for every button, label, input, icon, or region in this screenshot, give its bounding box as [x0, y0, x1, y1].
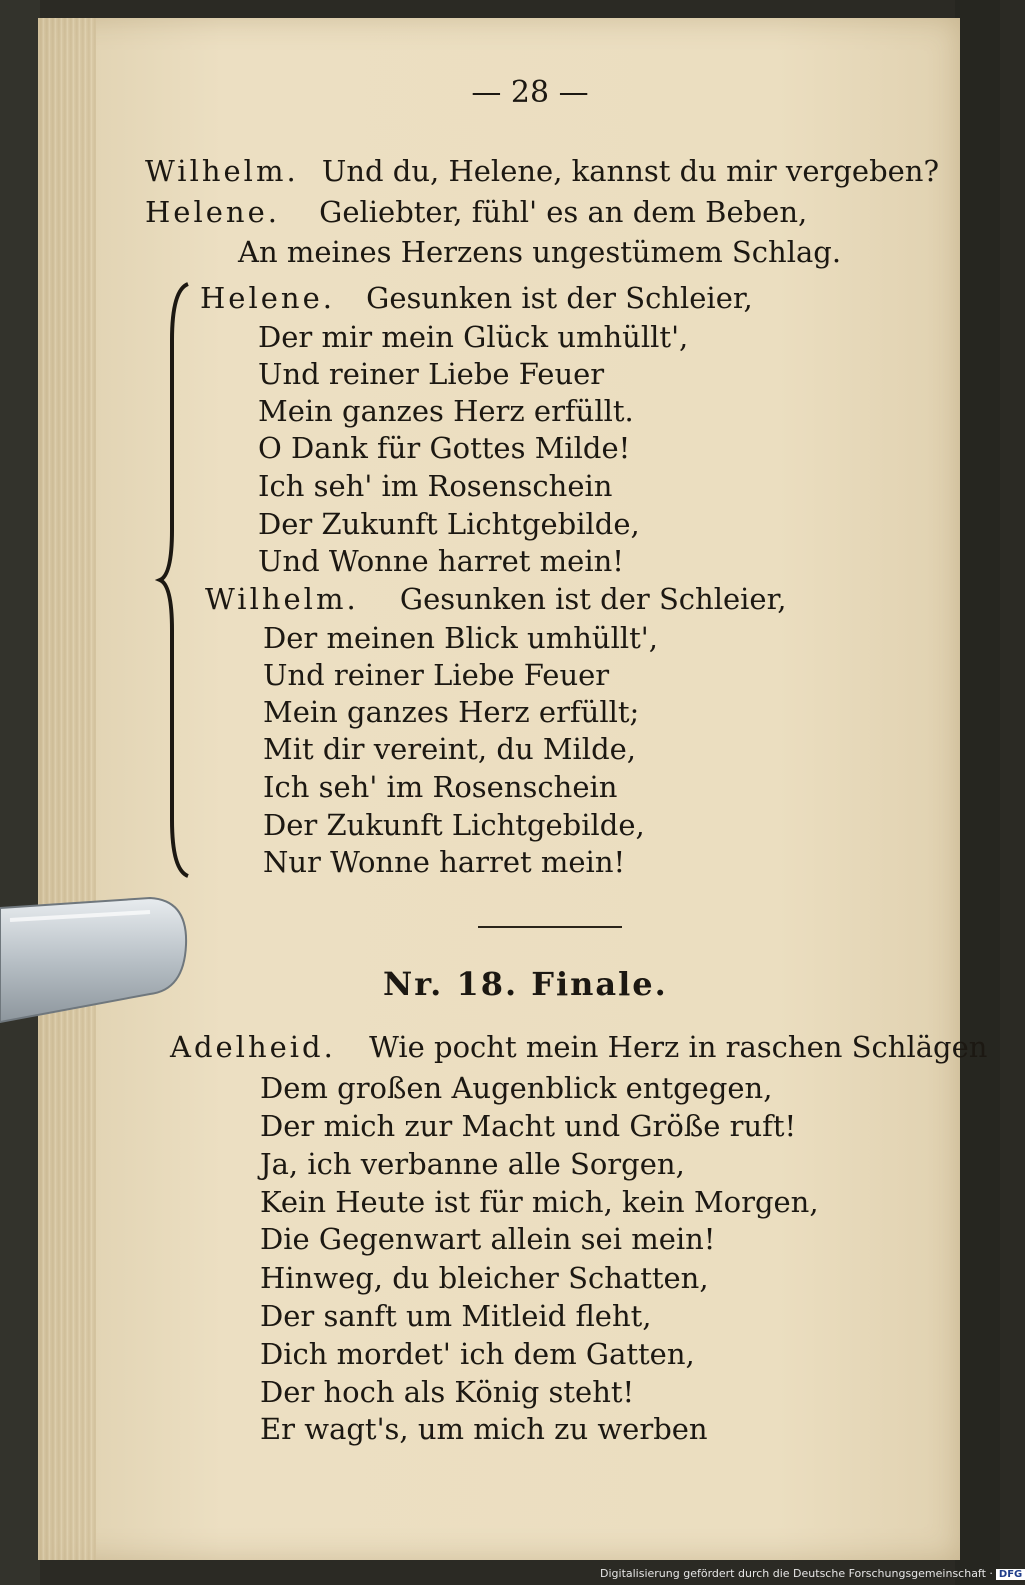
section-divider [478, 926, 622, 928]
verse-line: Mein ganzes Herz erfüllt. [258, 394, 634, 428]
verse-line: Der meinen Blick umhüllt', [263, 621, 658, 655]
verse-line: Ja, ich verbanne alle Sorgen, [260, 1147, 685, 1181]
scan-background-left [0, 0, 40, 1585]
verse-text: Gesunken ist der Schleier, [366, 281, 753, 315]
speaker-label: Helene. [145, 195, 280, 229]
verse-line: Nur Wonne harret mein! [263, 845, 626, 879]
verse-line: Der Zukunft Lichtgebilde, [258, 507, 640, 541]
credit-text: Digitalisierung gefördert durch die Deutsche Forschungsgemeinschaft · [600, 1567, 993, 1580]
page-number: — 28 — [471, 75, 589, 110]
verse-line: Und Wonne harret mein! [258, 544, 624, 578]
verse-line: Mein ganzes Herz erfüllt; [263, 695, 640, 729]
curly-brace-icon [158, 280, 198, 880]
verse-line: Er wagt's, um mich zu werben [260, 1412, 708, 1446]
verse-line: Ich seh' im Rosenschein [263, 770, 618, 804]
dfg-logo: DFG [996, 1569, 1025, 1580]
dialogue-line [238, 233, 841, 271]
verse-line: Und reiner Liebe Feuer [258, 357, 605, 391]
verse-line: Und reiner Liebe Feuer [263, 658, 610, 692]
verse-line: Dem großen Augenblick entgegen, [260, 1071, 773, 1105]
verse-text: Gesunken ist der Schleier, [399, 582, 787, 616]
verse-line: Dich mordet' ich dem Gatten, [260, 1337, 695, 1371]
finale-first-line [170, 1028, 987, 1066]
verse-line: Der mir mein Glück umhüllt', [258, 320, 689, 354]
speaker-label: Helene. [200, 281, 335, 315]
speaker-label: Wilhelm. [205, 582, 359, 616]
verse-line: Der sanft um Mitleid fleht, [260, 1299, 652, 1333]
verse-text: Und du, Helene, kannst du mir vergeben? [321, 154, 940, 188]
verse-line: Mit dir vereint, du Milde, [263, 732, 637, 766]
duet-part-helene [200, 279, 753, 317]
page-edges [38, 18, 96, 1560]
digitization-credit [600, 1567, 1025, 1580]
verse-line: Kein Heute ist für mich, kein Morgen, [260, 1185, 819, 1219]
dialogue-line [145, 193, 807, 231]
scan-background-right [955, 0, 1000, 1585]
section-heading: Nr. 18. Finale. [383, 965, 668, 1003]
page-clip-icon [0, 890, 200, 1040]
verse-line: Der mich zur Macht und Größe ruft! [260, 1109, 797, 1143]
verse-line: Hinweg, du bleicher Schatten, [260, 1261, 709, 1295]
verse-line: O Dank für Gottes Milde! [258, 431, 631, 465]
verse-text: An meines Herzens ungestümem Schlag. [238, 235, 842, 269]
speaker-label: Adelheid. [170, 1030, 336, 1064]
verse-line: Der Zukunft Lichtgebilde, [263, 808, 645, 842]
dialogue-line [145, 152, 939, 190]
verse-line: Ich seh' im Rosenschein [258, 469, 613, 503]
verse-line: Die Gegenwart allein sei mein! [260, 1222, 716, 1256]
verse-line: Der hoch als König steht! [260, 1375, 635, 1409]
verse-text: Geliebter, fühl' es an dem Beben, [319, 195, 808, 229]
speaker-label: Wilhelm. [145, 154, 299, 188]
duet-part-wilhelm [205, 580, 787, 618]
verse-text: Wie pocht mein Herz in raschen Schlägen [369, 1030, 988, 1064]
